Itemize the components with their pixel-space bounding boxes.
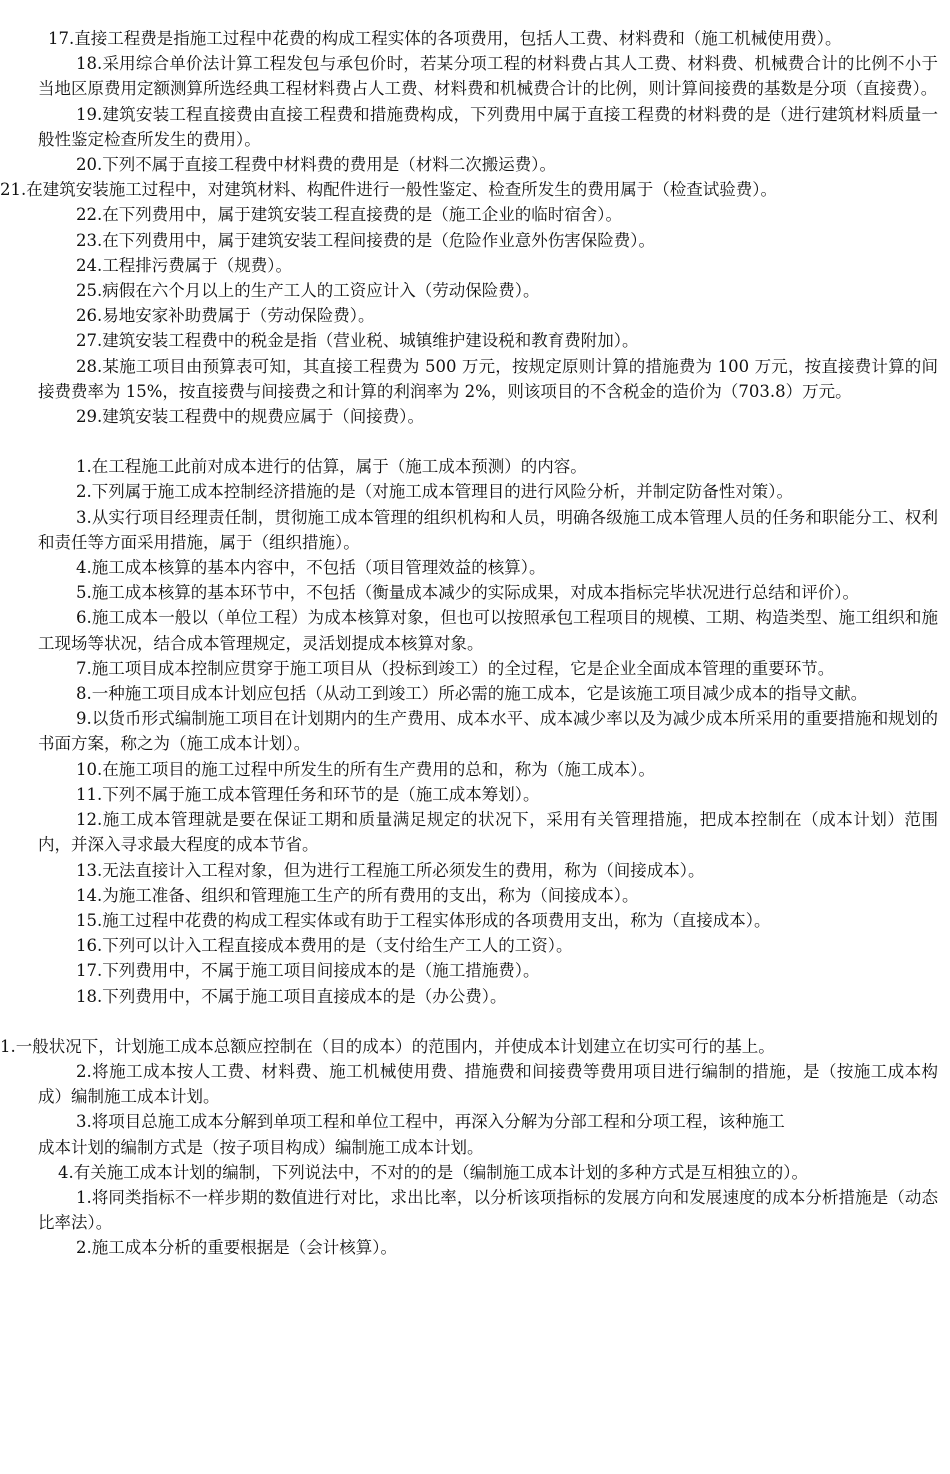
- paragraph: 6.施工成本一般以（单位工程）为成本核算对象，但也可以按照承包工程项目的规模、工期、构造类型、施工组织和施工现场等状况，结合成本管理规定，灵活划提成本核算对象。: [38, 608, 938, 653]
- paragraph: 11.下列不属于施工成本管理任务和环节的是（施工成本筹划）。: [76, 784, 540, 804]
- paragraph: 27.建筑安装工程费中的税金是指（营业税、城镇维护建设税和教育费附加）。: [76, 331, 639, 351]
- paragraph: 4.施工成本核算的基本内容中，不包括（项目管理效益的核算）。: [76, 558, 546, 578]
- paragraph: 2.下列属于施工成本控制经济措施的是（对施工成本管理目的进行风险分析，并制定防备性对策）。: [76, 482, 793, 502]
- paragraph: 5.施工成本核算的基本环节中，不包括（衡量成本减少的实际成果，对成本指标完毕状况进行总结和评价）。: [76, 583, 859, 603]
- paragraph: 8.一种施工项目成本计划应包括（从动工到竣工）所必需的施工成本，它是该施工项目减少成本的指导文献。: [76, 684, 868, 704]
- paragraph: 10.在施工项目的施工过程中所发生的所有生产费用的总和，称为（施工成本）。: [76, 759, 655, 779]
- paragraph: 12.施工成本管理就是要在保证工期和质量满足规定的状况下，采用有关管理措施，把成本控制在（成本计划）范围内，并深入寻求最大程度的成本节省。: [38, 810, 938, 855]
- paragraph: 16.下列可以计入工程直接成本费用的是（支付给生产工人的工资）。: [76, 936, 573, 956]
- section-gap: [38, 1009, 938, 1034]
- paragraph: 2.将施工成本按人工费、材料费、施工机械使用费、措施费和间接费等费用项目进行编制的措施，是（按施工成本构成）编制施工成本计划。: [38, 1061, 938, 1107]
- paragraph: 25.病假在六个月以上的生产工人的工资应计入（劳动保险费）。: [76, 281, 540, 301]
- paragraph: 7.施工项目成本控制应贯穿于施工项目从（投标到竣工）的全过程，它是企业全面成本管理的重要环节。: [76, 658, 835, 678]
- paragraph: 1.在工程施工此前对成本进行的估算，属于（施工成本预测）的内容。: [76, 457, 587, 477]
- paragraph: 4.有关施工成本计划的编制，下列说法中，不对的的是（编制施工成本计划的多种方式是互相独立的）。: [58, 1162, 808, 1182]
- paragraph: 28.某施工项目由预算表可知，其直接工程费为 500 万元，按规定原则计算的措施费为 100 万元，按直接费计算的间接费费率为 15%，按直接费与间接费之和计算的利润率为 2%，则该项目的不含税金的造价为（703.8）万元。: [38, 356, 938, 401]
- paragraph: 26.易地安家补助费属于（劳动保险费）。: [76, 306, 375, 326]
- paragraph: 1.将同类指标不一样步期的数值进行对比，求出比率，以分析该项指标的发展方向和发展速度的成本分析措施是（动态比率法）。: [38, 1187, 938, 1233]
- paragraph: 13.无法直接计入工程对象，但为进行工程施工所必须发生的费用，称为（间接成本）。: [76, 860, 705, 880]
- paragraph: 18.下列费用中，不属于施工项目直接成本的是（办公费）。: [76, 986, 507, 1006]
- paragraph: 21.在建筑安装施工过程中，对建筑材料、构配件进行一般性鉴定、检查所发生的费用属于（检查试验费）。: [0, 180, 777, 200]
- paragraph: 3.将项目总施工成本分解到单项工程和单位工程中，再深入分解为分部工程和分项工程，该种施工: [76, 1112, 785, 1132]
- paragraph: 24.工程排污费属于（规费）。: [76, 255, 292, 275]
- paragraph: 14.为施工准备、组织和管理施工生产的所有费用的支出，称为（间接成本）。: [76, 885, 639, 905]
- paragraph: 29.建筑安装工程费中的规费应属于（间接费）。: [76, 407, 424, 427]
- paragraph: 17.直接工程费是指施工过程中花费的构成工程实体的各项费用，包括人工费、材料费和（施工机械使用费）。: [48, 29, 842, 48]
- paragraph: 成本计划的编制方式是（按子项目构成）编制施工成本计划。: [38, 1137, 484, 1157]
- paragraph: 17.下列费用中，不属于施工项目间接成本的是（施工措施费）。: [76, 961, 540, 981]
- paragraph: 23.在下列费用中，属于建筑安装工程间接费的是（危险作业意外伤害保险费）。: [76, 230, 655, 250]
- paragraph: 19.建筑安装工程直接费由直接工程费和措施费构成，下列费用中属于直接工程费的材料费的是（进行建筑材料质量一般性鉴定检查所发生的费用）。: [38, 104, 938, 149]
- paragraph: 18.采用综合单价法计算工程发包与承包价时，若某分项工程的材料费占其人工费、材料费、机械费合计的比例不小于当地区原费用定额测算所选经典工程材料费占人工费、材料费和机械费合计的比例，则计算间接费的基数是分项（直接费）。: [38, 54, 938, 99]
- paragraph: 2.施工成本分析的重要根据是（会计核算）。: [76, 1238, 397, 1258]
- paragraph: 3.从实行项目经理责任制，贯彻施工成本管理的组织机构和人员，明确各级施工成本管理人员的任务和职能分工、权利和责任等方面采用措施，属于（组织措施）。: [38, 507, 938, 552]
- paragraph: 15.施工过程中花费的构成工程实体或有助于工程实体形成的各项费用支出，称为（直接成本）。: [76, 910, 771, 930]
- paragraph: 1.一般状况下，计划施工成本总额应控制在（目的成本）的范围内，并使成本计划建立在切实可行的基上。: [0, 1036, 775, 1056]
- paragraph: 22.在下列费用中，属于建筑安装工程直接费的是（施工企业的临时宿舍）。: [76, 205, 622, 225]
- section-gap: [38, 429, 938, 454]
- paragraph: 9.以货币形式编制施工项目在计划期内的生产费用、成本水平、成本减少率以及为减少成本所采用的重要措施和规划的书面方案，称之为（施工成本计划）。: [38, 709, 938, 754]
- paragraph: 20.下列不属于直接工程费中材料费的费用是（材料二次搬运费）。: [76, 155, 556, 175]
